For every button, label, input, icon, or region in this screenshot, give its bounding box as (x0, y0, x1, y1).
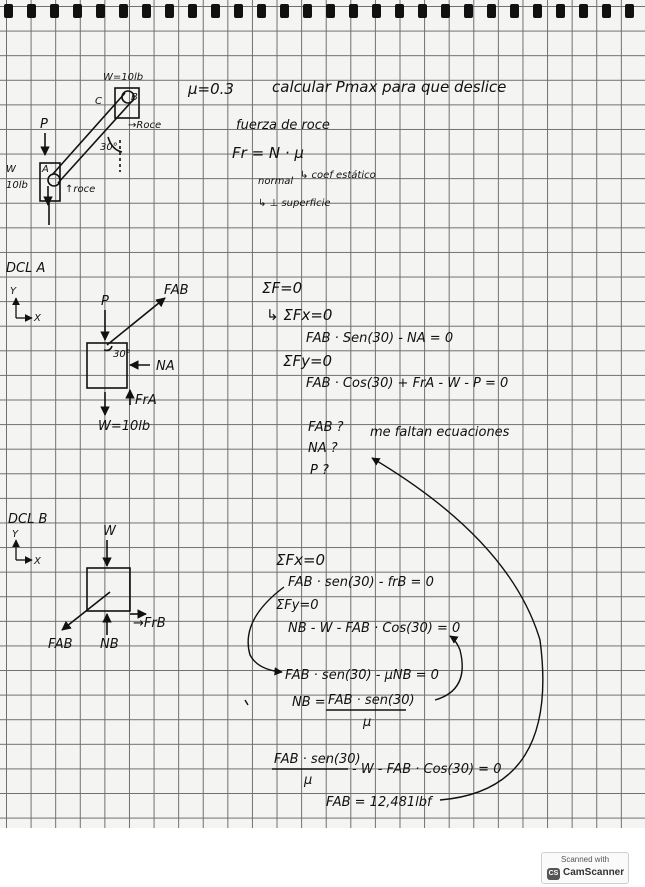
point-a-label: A (42, 164, 49, 175)
friction-formula: Fr = N · μ (232, 144, 304, 162)
dcl-b-title: DCL B (8, 512, 48, 527)
dcl-b-force-fab: FAB (48, 637, 73, 652)
point-c-label: C (95, 96, 102, 107)
unknowns-note: me faltan ecuaciones (370, 425, 510, 440)
eq-b-line1: FAB · sen(30) - frB = 0 (288, 575, 434, 590)
dcl-a-axis-x: X (34, 313, 41, 324)
dcl-a-force-p: P (101, 294, 109, 309)
eq-b-line3: FAB · sen(30) - μNB = 0 (285, 668, 439, 683)
dcl-b-axes (16, 540, 32, 560)
eq-b-line2: NB - W - FAB · Cos(30) = 0 (288, 621, 461, 636)
eq-b-nb-den: μ (363, 715, 372, 730)
dcl-a-axis-y: Y (10, 286, 17, 297)
dcl-a-angle: 30° (113, 349, 131, 360)
eq-b-final-den: μ (304, 773, 313, 788)
eq-b-nb-num: FAB · sen(30) (328, 693, 415, 708)
dcl-a-force-fra: FrA (135, 393, 157, 408)
friction-heading: fuerza de roce (236, 118, 330, 133)
scanner-watermark (541, 852, 629, 884)
roce-right-label: →Roce (128, 120, 162, 131)
dcl-b-force-frb: →FrB (133, 616, 166, 631)
dcl-a-force-fab: FAB (164, 283, 189, 298)
weight-top-label: W=10lb (103, 72, 144, 83)
eq-b-nb-lhs: NB = (292, 695, 326, 710)
scanner-name: CamScanner (563, 867, 625, 878)
weight-left-value: 10lb (6, 180, 28, 191)
coef-note: ↳ coef estático (300, 170, 376, 181)
unknown-na: NA ? (308, 441, 338, 456)
eq-b-final-rest: - W - FAB · Cos(30) = 0 (352, 762, 502, 777)
dcl-a-title: DCL A (6, 261, 46, 276)
eq-a-line2: FAB · Cos(30) + FrA - W - P = 0 (306, 376, 509, 391)
dcl-b-force-w: W (103, 524, 116, 539)
dcl-a-axes (16, 298, 32, 318)
normal-note: normal (258, 176, 294, 187)
load-p-label: P (40, 117, 48, 132)
unknown-p: P ? (310, 463, 329, 478)
eq-b-sum-fx: ΣFx=0 (276, 551, 326, 569)
dcl-b-force-nb: NB (100, 637, 119, 652)
eq-a-sum-fx: ↳ ΣFx=0 (266, 306, 333, 324)
problem-statement: calcular Pmax para que deslice (272, 78, 507, 96)
scanner-logo-icon: CS (547, 868, 560, 880)
perp-note: ↳ ⊥ superficie (258, 198, 331, 209)
dcl-a-force-na: NA (156, 359, 175, 374)
point-b-label: B (131, 92, 138, 103)
mechanism-diagram (40, 88, 139, 225)
eq-a-line1: FAB · Sen(30) - NA = 0 (306, 331, 454, 346)
dcl-a-weight: W=10lb (98, 419, 151, 434)
mu-value: μ=0.3 (188, 80, 234, 98)
roce-left-label: ↑roce (65, 184, 96, 195)
scanner-caption: Scanned with (560, 855, 610, 864)
eq-b-result: FAB = 12,481lbf (326, 795, 432, 810)
weight-left-label: W (6, 164, 16, 175)
eq-b-final-num: FAB · sen(30) (274, 752, 361, 767)
dcl-b-axis-y: Y (12, 529, 19, 540)
eq-a-sum-fy: ΣFy=0 (283, 352, 333, 370)
unknown-fab: FAB ? (308, 420, 344, 435)
dcl-b-axis-x: X (34, 556, 41, 567)
eq-a-sum-f: ΣF=0 (262, 279, 303, 297)
eq-b-sum-fy: ΣFy=0 (276, 598, 319, 613)
angle-label: 30° (100, 142, 118, 153)
